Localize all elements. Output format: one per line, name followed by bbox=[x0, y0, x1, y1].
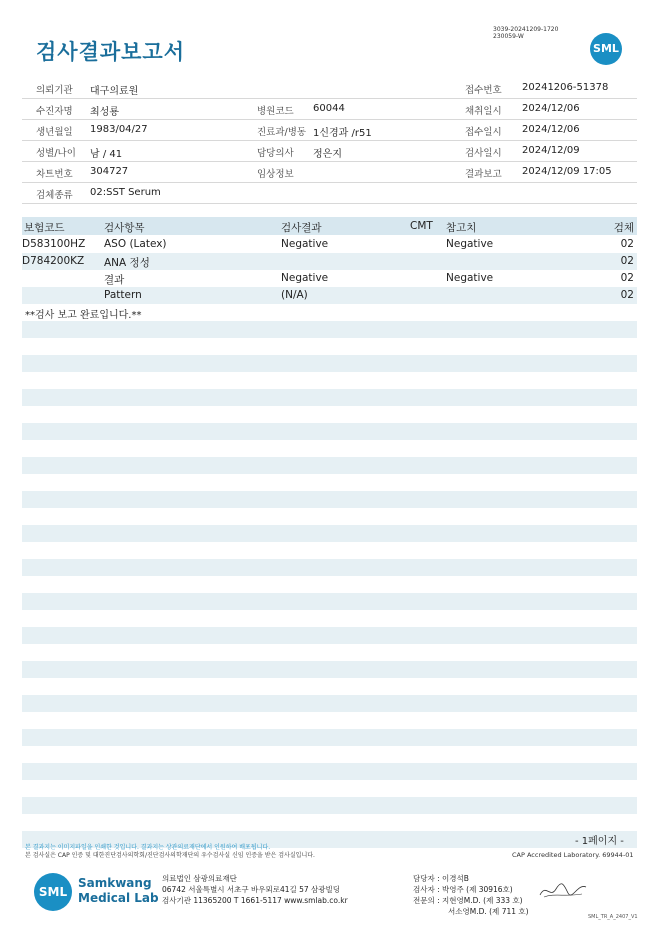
report-complete-note: **검사 보고 완료입니다.** bbox=[25, 310, 142, 321]
doctor-label: 담당의사 bbox=[257, 148, 294, 159]
row-ref: Negative bbox=[446, 272, 494, 284]
hospital-code-value: 60044 bbox=[313, 103, 345, 114]
lab-name: 의료법인 삼광의료재단 bbox=[162, 874, 237, 883]
receipt-no-label: 접수번호 bbox=[465, 85, 502, 96]
staff-specialist-2: 서소영M.D. (제 711 호) bbox=[448, 907, 529, 916]
info-row bbox=[22, 183, 637, 204]
stripe-band bbox=[22, 491, 637, 508]
stripe-band bbox=[22, 593, 637, 610]
specimen-label: 검체종류 bbox=[36, 190, 73, 201]
document-id-line2: 230059-W bbox=[493, 33, 524, 40]
row-code: D784200KZ bbox=[22, 255, 85, 267]
table-row bbox=[22, 287, 637, 304]
row-code: D583100HZ bbox=[22, 238, 86, 250]
stripe-band bbox=[22, 457, 637, 474]
hospital-code-label: 병원코드 bbox=[257, 106, 294, 117]
table-row bbox=[22, 253, 637, 270]
report-date-value: 2024/12/09 17:05 bbox=[522, 166, 612, 177]
brand-name-line1: Samkwang bbox=[78, 876, 152, 890]
birth-label: 생년월일 bbox=[36, 127, 73, 138]
dept-label: 진료과/병동 bbox=[257, 127, 307, 138]
lab-contact: 검사기관 11365200 T 1661-5117 www.smlab.co.kr bbox=[162, 896, 348, 905]
receipt-date-label: 접수일시 bbox=[465, 127, 502, 138]
report-date-label: 결과보고 bbox=[465, 169, 502, 180]
info-row bbox=[22, 141, 637, 162]
sex-age-label: 성별/나이 bbox=[36, 148, 76, 159]
lab-street: 06742 서울특별시 서초구 바우뫼로41길 57 삼광빌딩 bbox=[162, 885, 341, 894]
sml-logo: SML bbox=[590, 33, 622, 65]
col-result: 검사결과 bbox=[281, 222, 322, 234]
col-ref: 참고치 bbox=[446, 222, 477, 234]
stripe-band bbox=[22, 627, 637, 644]
birth-value: 1983/04/27 bbox=[90, 124, 148, 135]
info-row bbox=[22, 120, 637, 141]
staff-manager: 담당자 : 이경석B bbox=[413, 874, 469, 883]
patient-info bbox=[22, 78, 637, 204]
specimen-value: 02:SST Serum bbox=[90, 187, 161, 198]
table-row bbox=[22, 270, 637, 287]
receipt-no-value: 20241206-51378 bbox=[522, 82, 609, 93]
table-row bbox=[22, 236, 637, 253]
stripe-band bbox=[22, 661, 637, 678]
collect-date-value: 2024/12/06 bbox=[522, 103, 580, 114]
page-number: - 1페이지 - bbox=[575, 836, 624, 847]
lab-address bbox=[162, 873, 348, 906]
staff-tester: 검사자 : 박영주 (제 30916호) bbox=[413, 885, 513, 894]
info-row bbox=[22, 78, 637, 99]
row-specimen: 02 bbox=[620, 238, 634, 250]
test-date-value: 2024/12/09 bbox=[522, 145, 580, 156]
clinical-label: 임상정보 bbox=[257, 169, 294, 180]
col-code: 보험코드 bbox=[24, 222, 65, 234]
institution-value: 대구의료원 bbox=[90, 86, 139, 97]
stripe-band bbox=[22, 423, 637, 440]
row-result: Negative bbox=[281, 238, 329, 250]
info-row bbox=[22, 99, 637, 120]
results-header bbox=[22, 217, 637, 235]
stripe-band bbox=[22, 355, 637, 372]
row-specimen: 02 bbox=[620, 255, 634, 267]
collect-date-label: 채취일시 bbox=[465, 106, 502, 117]
document-id-line1: 3039-20241209-1720 bbox=[493, 26, 559, 33]
row-specimen: 02 bbox=[620, 289, 634, 301]
staff-specialist: 전문의 : 지현영M.D. (제 333 호) bbox=[413, 896, 523, 905]
row-item: ASO (Latex) bbox=[104, 238, 167, 250]
row-item: 결과 bbox=[104, 274, 125, 286]
stripe-band bbox=[22, 559, 637, 576]
stripe-band bbox=[22, 797, 637, 814]
test-date-label: 검사일시 bbox=[465, 148, 502, 159]
footer-notice: 본 결과지는 이미지파일을 인쇄한 것입니다. 결과지는 상관의료재단에서 인원하여 배포됩니다. bbox=[25, 844, 271, 851]
dept-value: 1신경과 /r51 bbox=[313, 128, 372, 139]
row-specimen: 02 bbox=[620, 272, 634, 284]
row-result: (N/A) bbox=[281, 289, 308, 301]
page-title: 검사결과보고서 bbox=[36, 40, 186, 64]
form-code: SML_TR_A_2407_V1 bbox=[588, 914, 638, 920]
stripe-band bbox=[22, 389, 637, 406]
chart-label: 차트번호 bbox=[36, 169, 73, 180]
stripe-band bbox=[22, 763, 637, 780]
patient-value: 최성룡 bbox=[90, 107, 119, 118]
stripe-band bbox=[22, 525, 637, 542]
col-specimen: 검체 bbox=[613, 222, 634, 234]
stripe-band bbox=[22, 729, 637, 746]
row-item: ANA 정성 bbox=[104, 257, 150, 269]
row-result: Negative bbox=[281, 272, 329, 284]
chart-value: 304727 bbox=[90, 166, 129, 177]
sml-logo-large: SML bbox=[34, 873, 72, 911]
patient-label: 수진자명 bbox=[36, 106, 73, 117]
brand-name-line2: Medical Lab bbox=[78, 891, 159, 905]
footer-certification: 본 검사실은 CAP 인증 및 대한진단검사의학회/진단검사의학재단의 우수검사실 신임 인증을 받은 검사실입니다. bbox=[25, 852, 315, 859]
info-row bbox=[22, 162, 637, 183]
cap-accreditation: CAP Accredited Laboratory. 69944-01 bbox=[512, 851, 634, 859]
doctor-value: 정은지 bbox=[313, 149, 342, 160]
document-id bbox=[493, 26, 558, 40]
receipt-date-value: 2024/12/06 bbox=[522, 124, 580, 135]
sex-age-value: 남 / 41 bbox=[90, 149, 123, 160]
staff-list bbox=[413, 873, 529, 917]
col-item: 검사항목 bbox=[104, 222, 145, 234]
stripe-band bbox=[22, 321, 637, 338]
row-item: Pattern bbox=[104, 289, 142, 301]
institution-label: 의뢰기관 bbox=[36, 85, 73, 96]
signature-image bbox=[538, 879, 588, 901]
col-cmt: CMT bbox=[410, 220, 433, 232]
row-ref: Negative bbox=[446, 238, 494, 250]
stripe-band bbox=[22, 695, 637, 712]
